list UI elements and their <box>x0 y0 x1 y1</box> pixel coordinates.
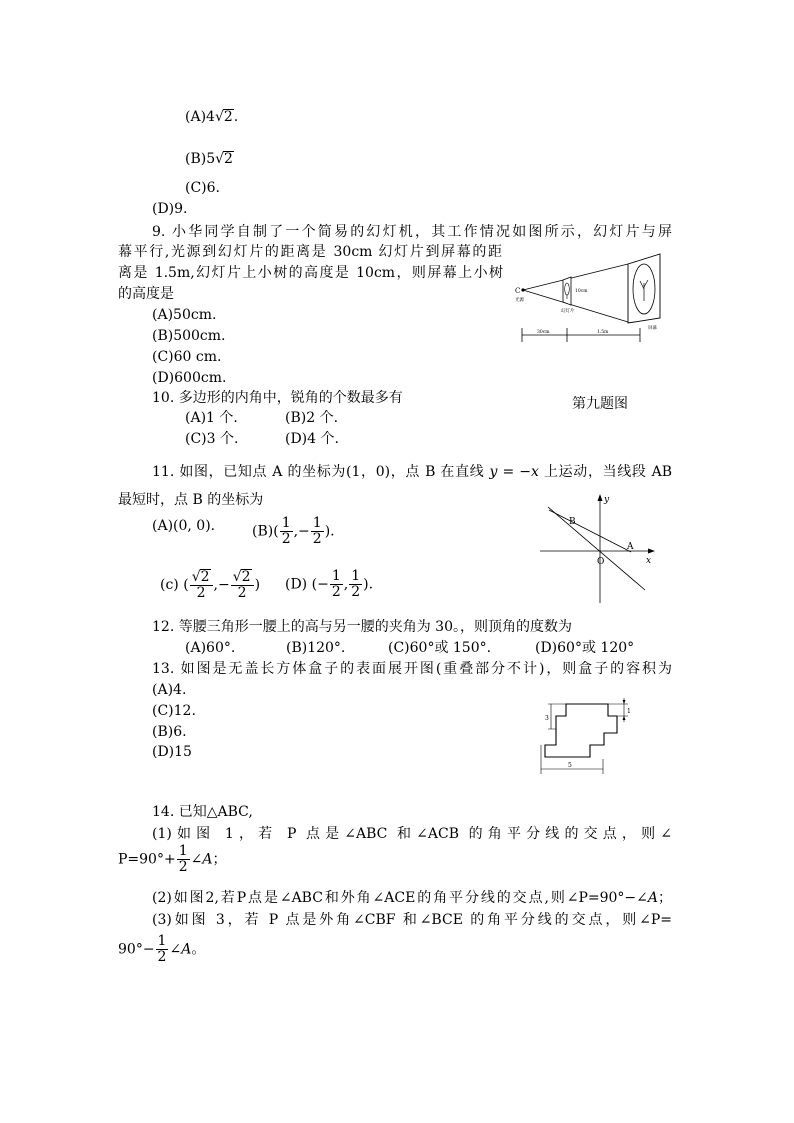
q11-option-b <box>252 516 335 547</box>
slide-height-label: 10cm <box>575 289 588 294</box>
fraction <box>190 569 213 601</box>
q11-option-c-sep: ,− <box>213 577 230 593</box>
q8-option-b <box>185 149 234 169</box>
fraction <box>280 516 293 547</box>
q11-option-d-open: (− <box>311 576 329 593</box>
q11-stem-line-1 <box>152 462 672 482</box>
q14-part2-tail: ； <box>658 890 672 906</box>
numerator <box>190 569 213 586</box>
numerator: 1 <box>351 568 361 584</box>
q14-part3-line1: (3)如图 3，若 P 点是外角∠CBF 和∠BCE 的角平分线的交点，则∠P= <box>152 912 672 928</box>
q10-option-c: (C)3 个. <box>185 431 239 447</box>
box-net-outline <box>545 704 617 757</box>
radicand: 2 <box>241 569 251 585</box>
upper-light-ray <box>523 264 628 290</box>
q8-option-a <box>185 107 238 127</box>
q13-option-1: (A)4. <box>152 682 187 698</box>
light-source-point <box>521 288 524 291</box>
dimension-arrow-icon <box>623 716 626 720</box>
x-axis-arrow-icon <box>648 549 655 554</box>
q11-option-c-label: (c) <box>160 577 179 593</box>
radicand: 2 <box>224 151 233 167</box>
q11-stem-pre: 11. 如图，已知点 A 的坐标为(1，0)，点 B 在直线 <box>152 464 485 480</box>
denominator: 2 <box>157 949 167 965</box>
q11-option-b-sep: ,− <box>293 523 310 540</box>
q14-part1-tail: ； <box>212 851 227 868</box>
numerator: 1 <box>331 568 341 584</box>
numerator: 1 <box>178 843 188 859</box>
q11-option-a: (A)(0, 0). <box>152 518 216 534</box>
q11-option-c <box>160 569 260 601</box>
denominator: 2 <box>196 585 206 601</box>
q9-option-d: (D)600cm. <box>152 370 227 386</box>
fraction <box>156 934 169 965</box>
q11-option-c-close: ) <box>254 577 261 593</box>
fraction <box>330 569 343 600</box>
radicand: 2 <box>200 569 210 585</box>
side-dimension-label: 3 <box>545 715 549 722</box>
denominator: 2 <box>281 531 291 547</box>
q11-option-d-sep: , <box>343 576 349 593</box>
q13-option-2: (C)12. <box>152 703 196 719</box>
q11-line-equation: y = −x <box>489 464 539 480</box>
radical-sign: √ <box>232 569 242 585</box>
dimension-arrow-icon <box>623 700 626 704</box>
y-axis-label: y <box>604 495 610 505</box>
slide-rect <box>563 277 571 305</box>
q14-part3-pre: 90°− <box>118 941 155 958</box>
q14-part1-line2 <box>118 844 226 875</box>
denominator: 2 <box>237 585 247 601</box>
q11-option-b-close: ). <box>324 523 335 540</box>
angle-a: ∠A <box>190 851 213 868</box>
lower-light-ray <box>523 290 628 322</box>
light-source-label: 光源 <box>515 298 524 303</box>
q11-stem-post: 上运动，当线段 AB <box>544 464 673 480</box>
distance-to-slide-label: 30cm <box>537 330 550 335</box>
q13-option-3: (B)6. <box>152 724 187 740</box>
radical-sign: √ <box>214 109 224 125</box>
q10-option-a: (A)1 个. <box>185 410 238 426</box>
fraction <box>177 844 190 875</box>
numerator <box>231 569 254 586</box>
radical-sign: √ <box>215 151 225 167</box>
point-b-label: B <box>569 517 576 527</box>
fraction <box>231 569 254 601</box>
screen-label: 屏幕 <box>648 326 657 331</box>
q10-option-b: (B)2 个. <box>285 410 339 426</box>
angle-a: ∠A <box>169 941 192 958</box>
segment-ab-line <box>549 510 631 552</box>
q8-option-c: (C)6. <box>185 180 220 196</box>
radical-sign: √ <box>191 569 201 585</box>
q11-option-b-label: (B)( <box>252 523 279 540</box>
fraction <box>349 569 362 600</box>
radicand: 2 <box>223 109 233 125</box>
x-axis-label: x <box>646 556 652 566</box>
q9-stem-line-3: 离是 1.5m,幻灯片上小树的高度是 10cm，则屏幕上小树 <box>118 265 503 281</box>
q11-option-d-label: (D) <box>285 576 308 593</box>
q9-stem-line-4: 的高度是 <box>118 286 174 302</box>
q14-part2-pre: (2)如图2,若P点是∠ABC和外角∠ACE的角平分线的交点,则∠P=90°− <box>152 890 637 906</box>
fraction <box>311 516 324 547</box>
q12-option-b: (B)120°. <box>286 640 346 656</box>
q11-stem-line-2: 最短时，点 B 的坐标为 <box>118 492 264 508</box>
q8-option-b-label: (B)5 <box>185 151 216 167</box>
q9-figure-caption: 第九题图 <box>572 396 628 412</box>
slide-label: 幻灯片 <box>561 309 575 314</box>
q9-option-b: (B)500cm. <box>152 328 226 344</box>
q8-option-d: (D)9. <box>152 201 188 217</box>
q12-option-c: (C)60°或 150°. <box>388 640 492 656</box>
height-dimension-label: 1 <box>627 708 631 715</box>
numerator: 1 <box>157 933 167 949</box>
q14-part1-pre: P=90°+ <box>118 851 176 868</box>
q9-stem-line-2: 幕平行,光源到幻灯片的距离是 30cm 幻灯片到屏幕的距 <box>118 244 502 260</box>
denominator: 2 <box>331 584 341 600</box>
square-root <box>215 109 234 125</box>
q9-stem-line-1: 9. 小华同学自制了一个简易的幻灯机，其工作情况如图所示，幻灯片与屏 <box>152 224 672 240</box>
point-a-label: A <box>627 542 634 552</box>
distance-to-screen-label: 1.5m <box>597 330 609 335</box>
q10-option-d: (D)4 个. <box>285 431 339 447</box>
denominator: 2 <box>178 859 188 875</box>
origin-label: O <box>597 557 605 567</box>
denominator: 2 <box>351 584 361 600</box>
light-source-letter: C <box>515 287 521 295</box>
q14-part2 <box>152 888 672 908</box>
q8-option-a-tail: . <box>233 109 239 125</box>
q11-option-d <box>285 569 373 600</box>
y-axis-arrow-icon <box>598 494 603 501</box>
square-root <box>215 151 234 167</box>
numerator: 1 <box>312 515 322 531</box>
q13-option-4: (D)15 <box>152 744 192 760</box>
projector-figure <box>510 248 670 348</box>
length-dimension-label: 5 <box>568 762 572 769</box>
q10-stem: 10. 多边形的内角中，锐角的个数最多有 <box>152 390 403 406</box>
q9-option-a: (A)50cm. <box>152 307 217 323</box>
q14-part1-line1: (1)如图 1，若 P 点是∠ABC 和∠ACB 的角平分线的交点，则∠ <box>152 826 672 842</box>
angle-a: ∠A <box>636 890 658 906</box>
q11-option-d-close: ). <box>363 576 374 593</box>
box-net-figure <box>518 694 633 780</box>
q14-part3-tail: 。 <box>191 941 206 958</box>
q12-option-d: (D)60°或 120° <box>535 640 635 656</box>
coordinate-figure <box>535 490 660 605</box>
q12-stem: 12. 等腰三角形一腰上的高与另一腰的夹角为 30。，则顶角的度数为 <box>152 619 572 635</box>
q12-option-a: (A)60°. <box>185 640 236 656</box>
q13-stem: 13. 如图是无盖长方体盒子的表面展开图(重叠部分不计)，则盒子的容积为 <box>152 661 672 677</box>
denominator: 2 <box>312 531 322 547</box>
q8-option-a-label: (A)4 <box>185 109 215 125</box>
q11-option-c-open: ( <box>183 577 189 593</box>
q14-part3-line2 <box>118 934 205 965</box>
q9-option-c: (C)60 cm. <box>152 349 222 365</box>
q14-stem: 14. 已知△ABC, <box>152 804 253 820</box>
numerator: 1 <box>281 515 291 531</box>
